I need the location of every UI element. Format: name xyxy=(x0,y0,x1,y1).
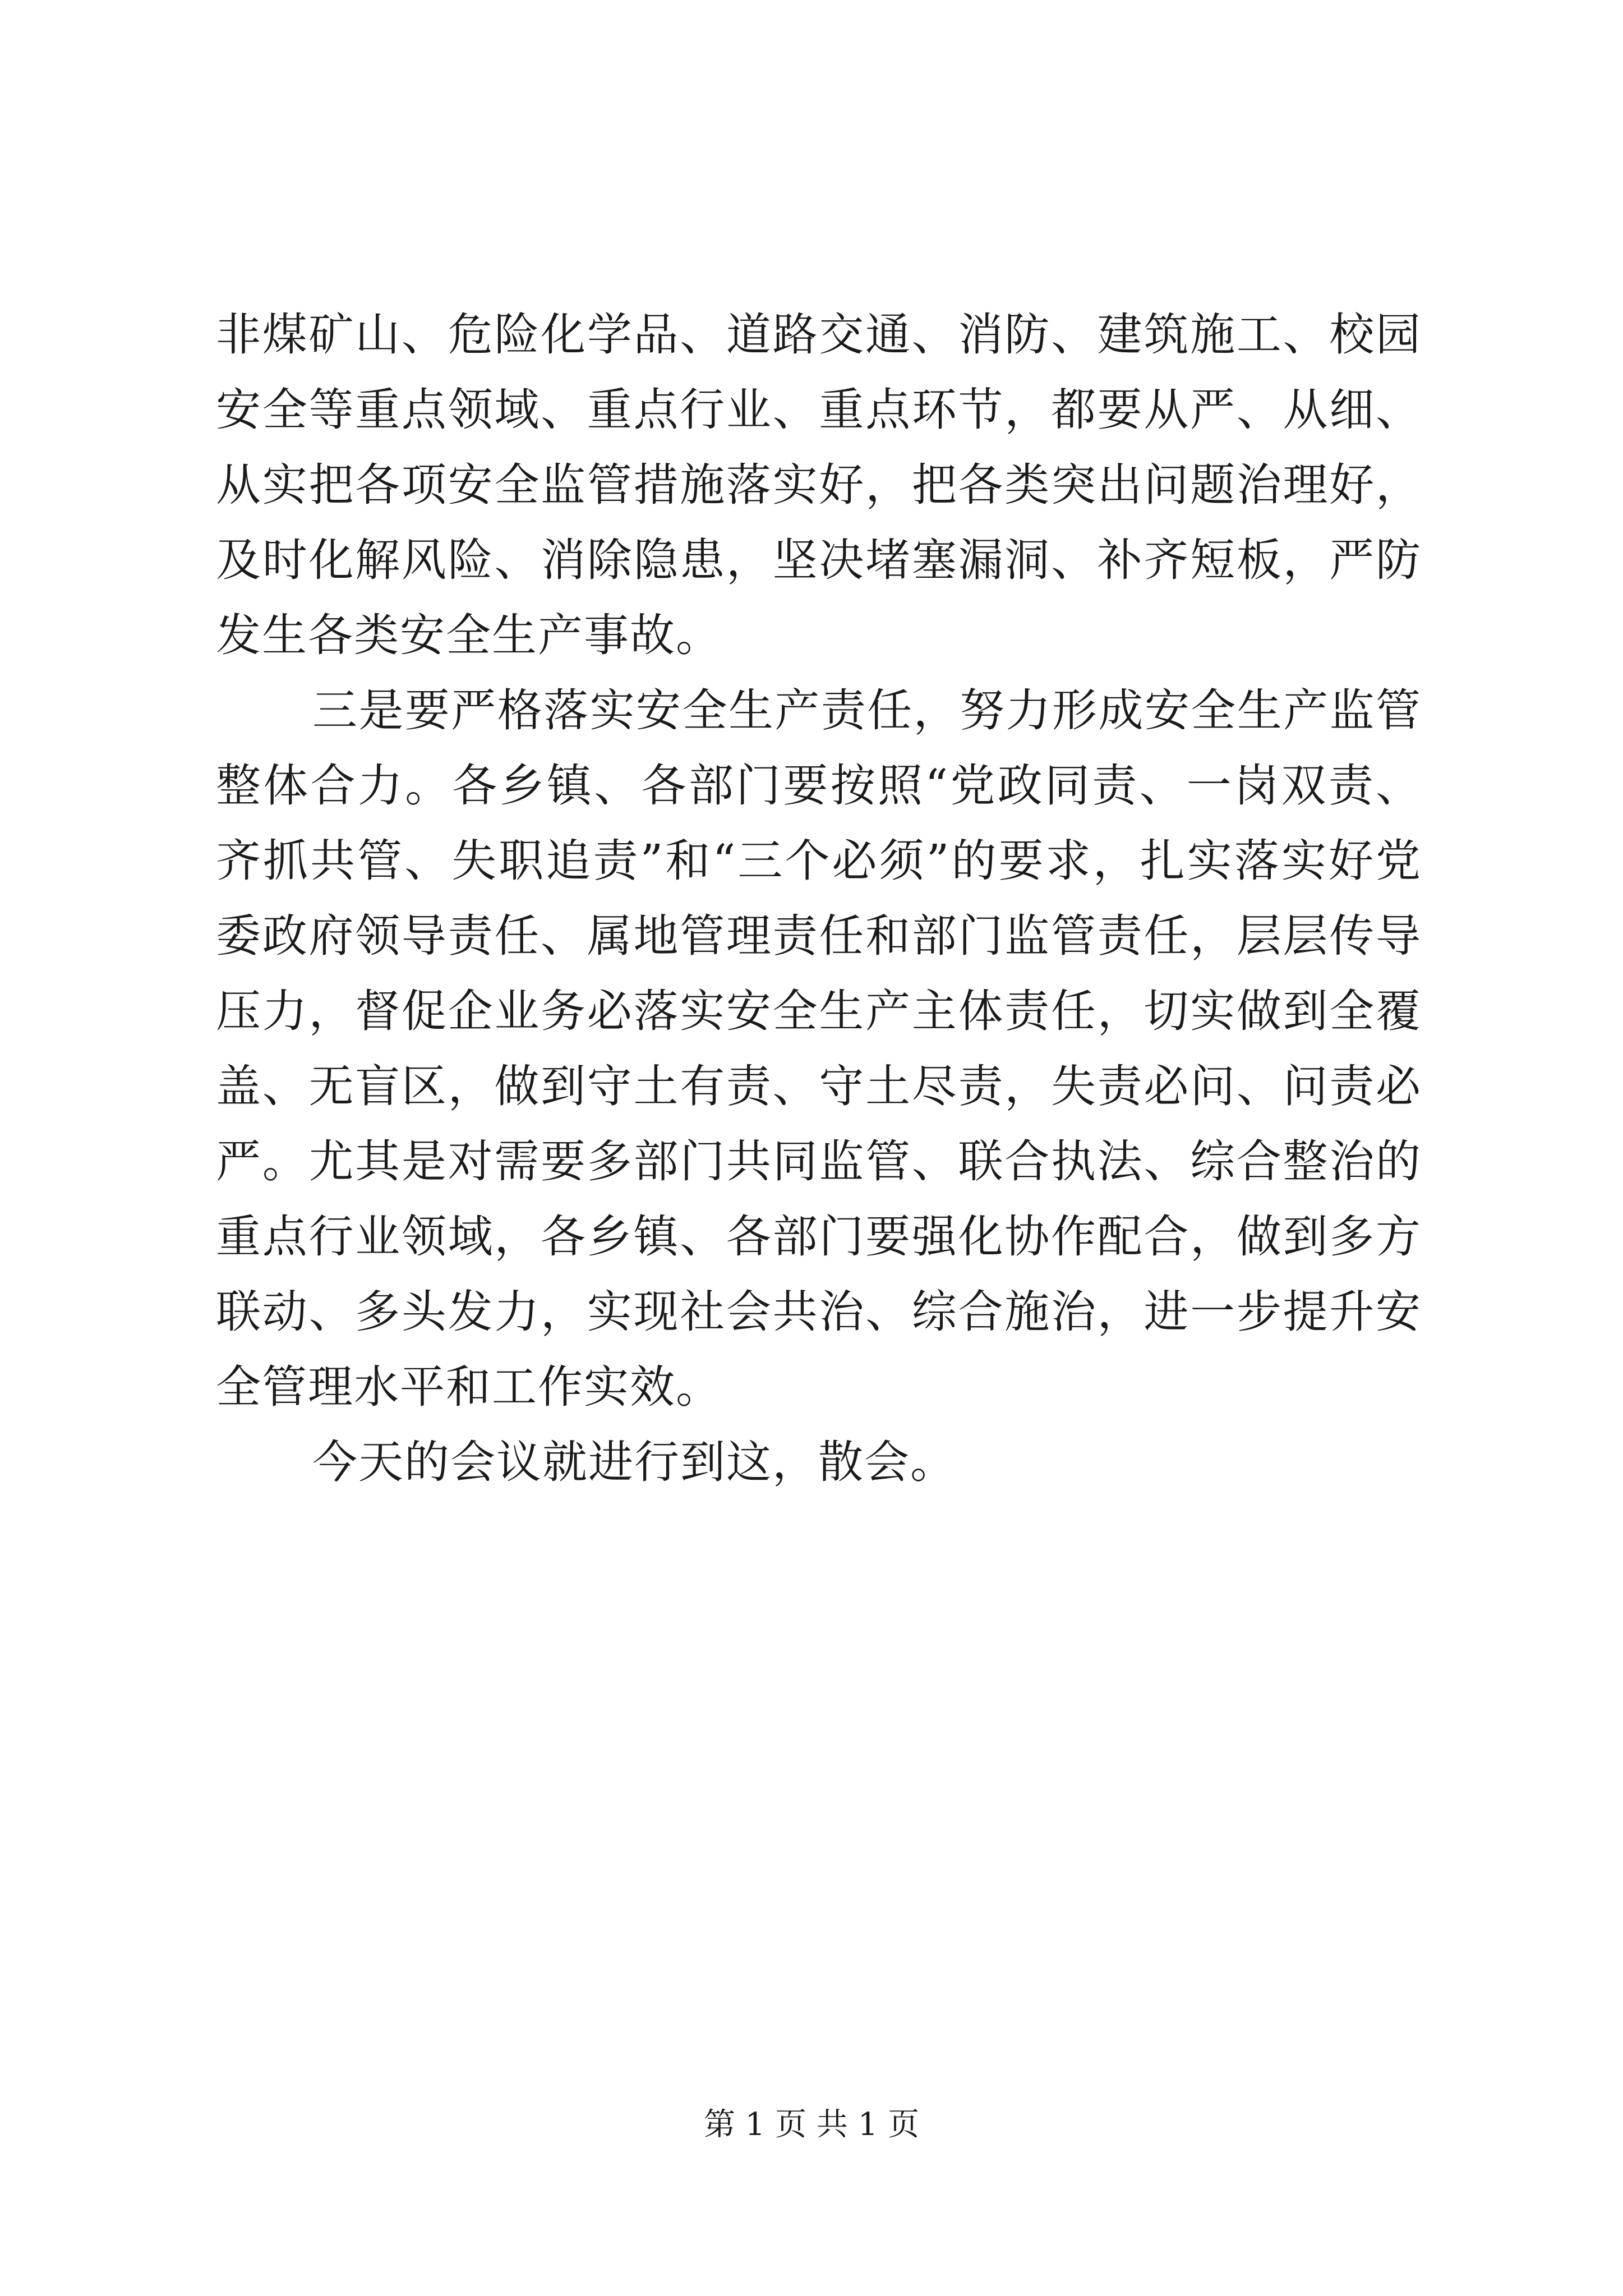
document-body xyxy=(216,297,1422,1500)
paragraph-closing: 今天的会议就进行到这，散会。 xyxy=(312,1436,956,1488)
paragraph-responsibility: 三是要严格落实安全生产责任，努力形成安全生产监管整体合力。各乡镇、各部门要按照“党政同责、一岗双责、齐抓共管、失职追责”和“三个必须”的要求，扎实落实好党委政府领导责任、属地管理责任和部门监管责任，层层传导压力，督促企业务必落实安全生产主体责任，切实做到全覆盖、无盲区，做到守土有责、守土尽责，失责必问、问责必严。尤其是对需要多部门共同监管、联合执法、综合整治的重点行业领域，各乡镇、各部门要强化协作配合，做到多方联动、多头发力，实现社会共治、综合施治，进一步提升安全管理水平和工作实效。 xyxy=(216,684,1422,1413)
paragraph-continued: 非煤矿山、危险化学品、道路交通、消防、建筑施工、校园安全等重点领域、重点行业、重点环节，都要从严、从细、从实把各项安全监管措施落实好，把各类突出问题治理好，及时化解风险、消除隐患，坚决堵塞漏洞、补齐短板，严防发生各类安全生产事故。 xyxy=(216,309,1422,661)
page-number-footer: 第 1 页 共 1 页 xyxy=(703,2106,920,2143)
